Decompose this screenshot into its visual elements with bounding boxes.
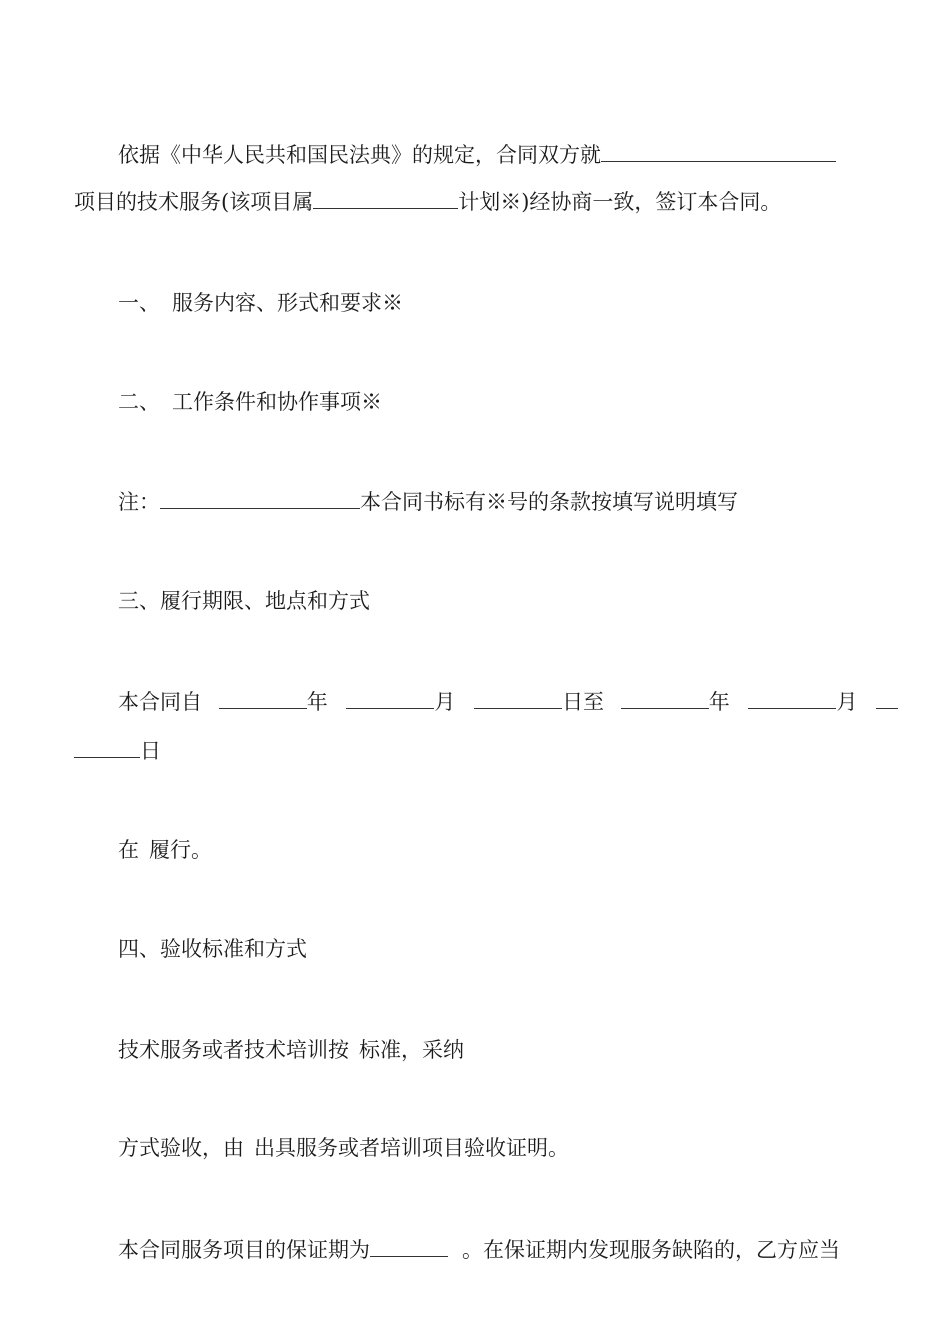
start-day-blank bbox=[474, 688, 562, 709]
end-year-label: 年 bbox=[708, 690, 730, 714]
end-month-blank bbox=[748, 688, 836, 709]
end-day-blank-part-1 bbox=[876, 688, 898, 709]
section-2-title: 工作条件和协作事项※ bbox=[172, 390, 382, 414]
day-to-label: 日至 bbox=[562, 690, 605, 714]
period-prefix: 本合同自 bbox=[118, 690, 202, 714]
section-2-heading bbox=[118, 389, 382, 415]
acceptance-method-post: 出具服务或者培训项目验收证明。 bbox=[254, 1136, 569, 1160]
end-day-blank-part-2 bbox=[74, 737, 140, 758]
section-1-heading bbox=[118, 290, 403, 316]
end-day-label: 日 bbox=[140, 739, 161, 763]
intro-text-2a: 项目的技术服务(该项目属 bbox=[74, 190, 314, 214]
section-3-title: 三、履行期限、地点和方式 bbox=[118, 589, 370, 613]
section-2-number: 二、 bbox=[118, 390, 160, 414]
project-name-blank bbox=[601, 141, 836, 162]
place-pre: 在 bbox=[118, 838, 139, 862]
end-month-label: 月 bbox=[836, 690, 858, 714]
section-4-heading bbox=[118, 936, 307, 962]
section-4-title: 四、验收标准和方式 bbox=[118, 937, 307, 961]
note-label: 注： bbox=[118, 490, 160, 514]
place-line bbox=[118, 837, 212, 863]
note-blank bbox=[160, 488, 360, 509]
note-text: 本合同书标有※号的条款按填写说明填写 bbox=[360, 490, 738, 514]
intro-line-1 bbox=[118, 141, 836, 168]
start-month-label: 月 bbox=[434, 690, 456, 714]
intro-text-2b: 计划※)经协商一致，签订本合同。 bbox=[458, 190, 782, 214]
period-line-1 bbox=[118, 688, 898, 715]
intro-line-2 bbox=[74, 188, 781, 215]
note-line bbox=[118, 488, 738, 515]
acceptance-standard-post: 标准，采纳 bbox=[359, 1038, 464, 1062]
plan-name-blank bbox=[313, 188, 458, 209]
period-line-2 bbox=[74, 737, 161, 764]
section-1-title: 服务内容、形式和要求※ bbox=[172, 291, 403, 315]
warranty-post: 。在保证期内发现服务缺陷的，乙方应当 bbox=[462, 1238, 840, 1262]
section-3-heading bbox=[118, 588, 370, 614]
acceptance-line-1 bbox=[118, 1037, 464, 1063]
end-year-blank bbox=[621, 688, 709, 709]
start-month-blank bbox=[346, 688, 434, 709]
acceptance-line-2 bbox=[118, 1135, 569, 1161]
warranty-pre: 本合同服务项目的保证期为 bbox=[118, 1238, 370, 1262]
start-year-label: 年 bbox=[306, 690, 328, 714]
acceptance-standard-pre: 技术服务或者技术培训按 bbox=[118, 1038, 349, 1062]
warranty-period-blank bbox=[370, 1236, 448, 1257]
section-1-number: 一、 bbox=[118, 291, 160, 315]
intro-text: 依据《中华人民共和国民法典》的规定，合同双方就 bbox=[118, 143, 601, 167]
warranty-line bbox=[118, 1236, 840, 1263]
acceptance-method-pre: 方式验收，由 bbox=[118, 1136, 244, 1160]
place-post: 履行。 bbox=[149, 838, 212, 862]
start-year-blank bbox=[219, 688, 307, 709]
